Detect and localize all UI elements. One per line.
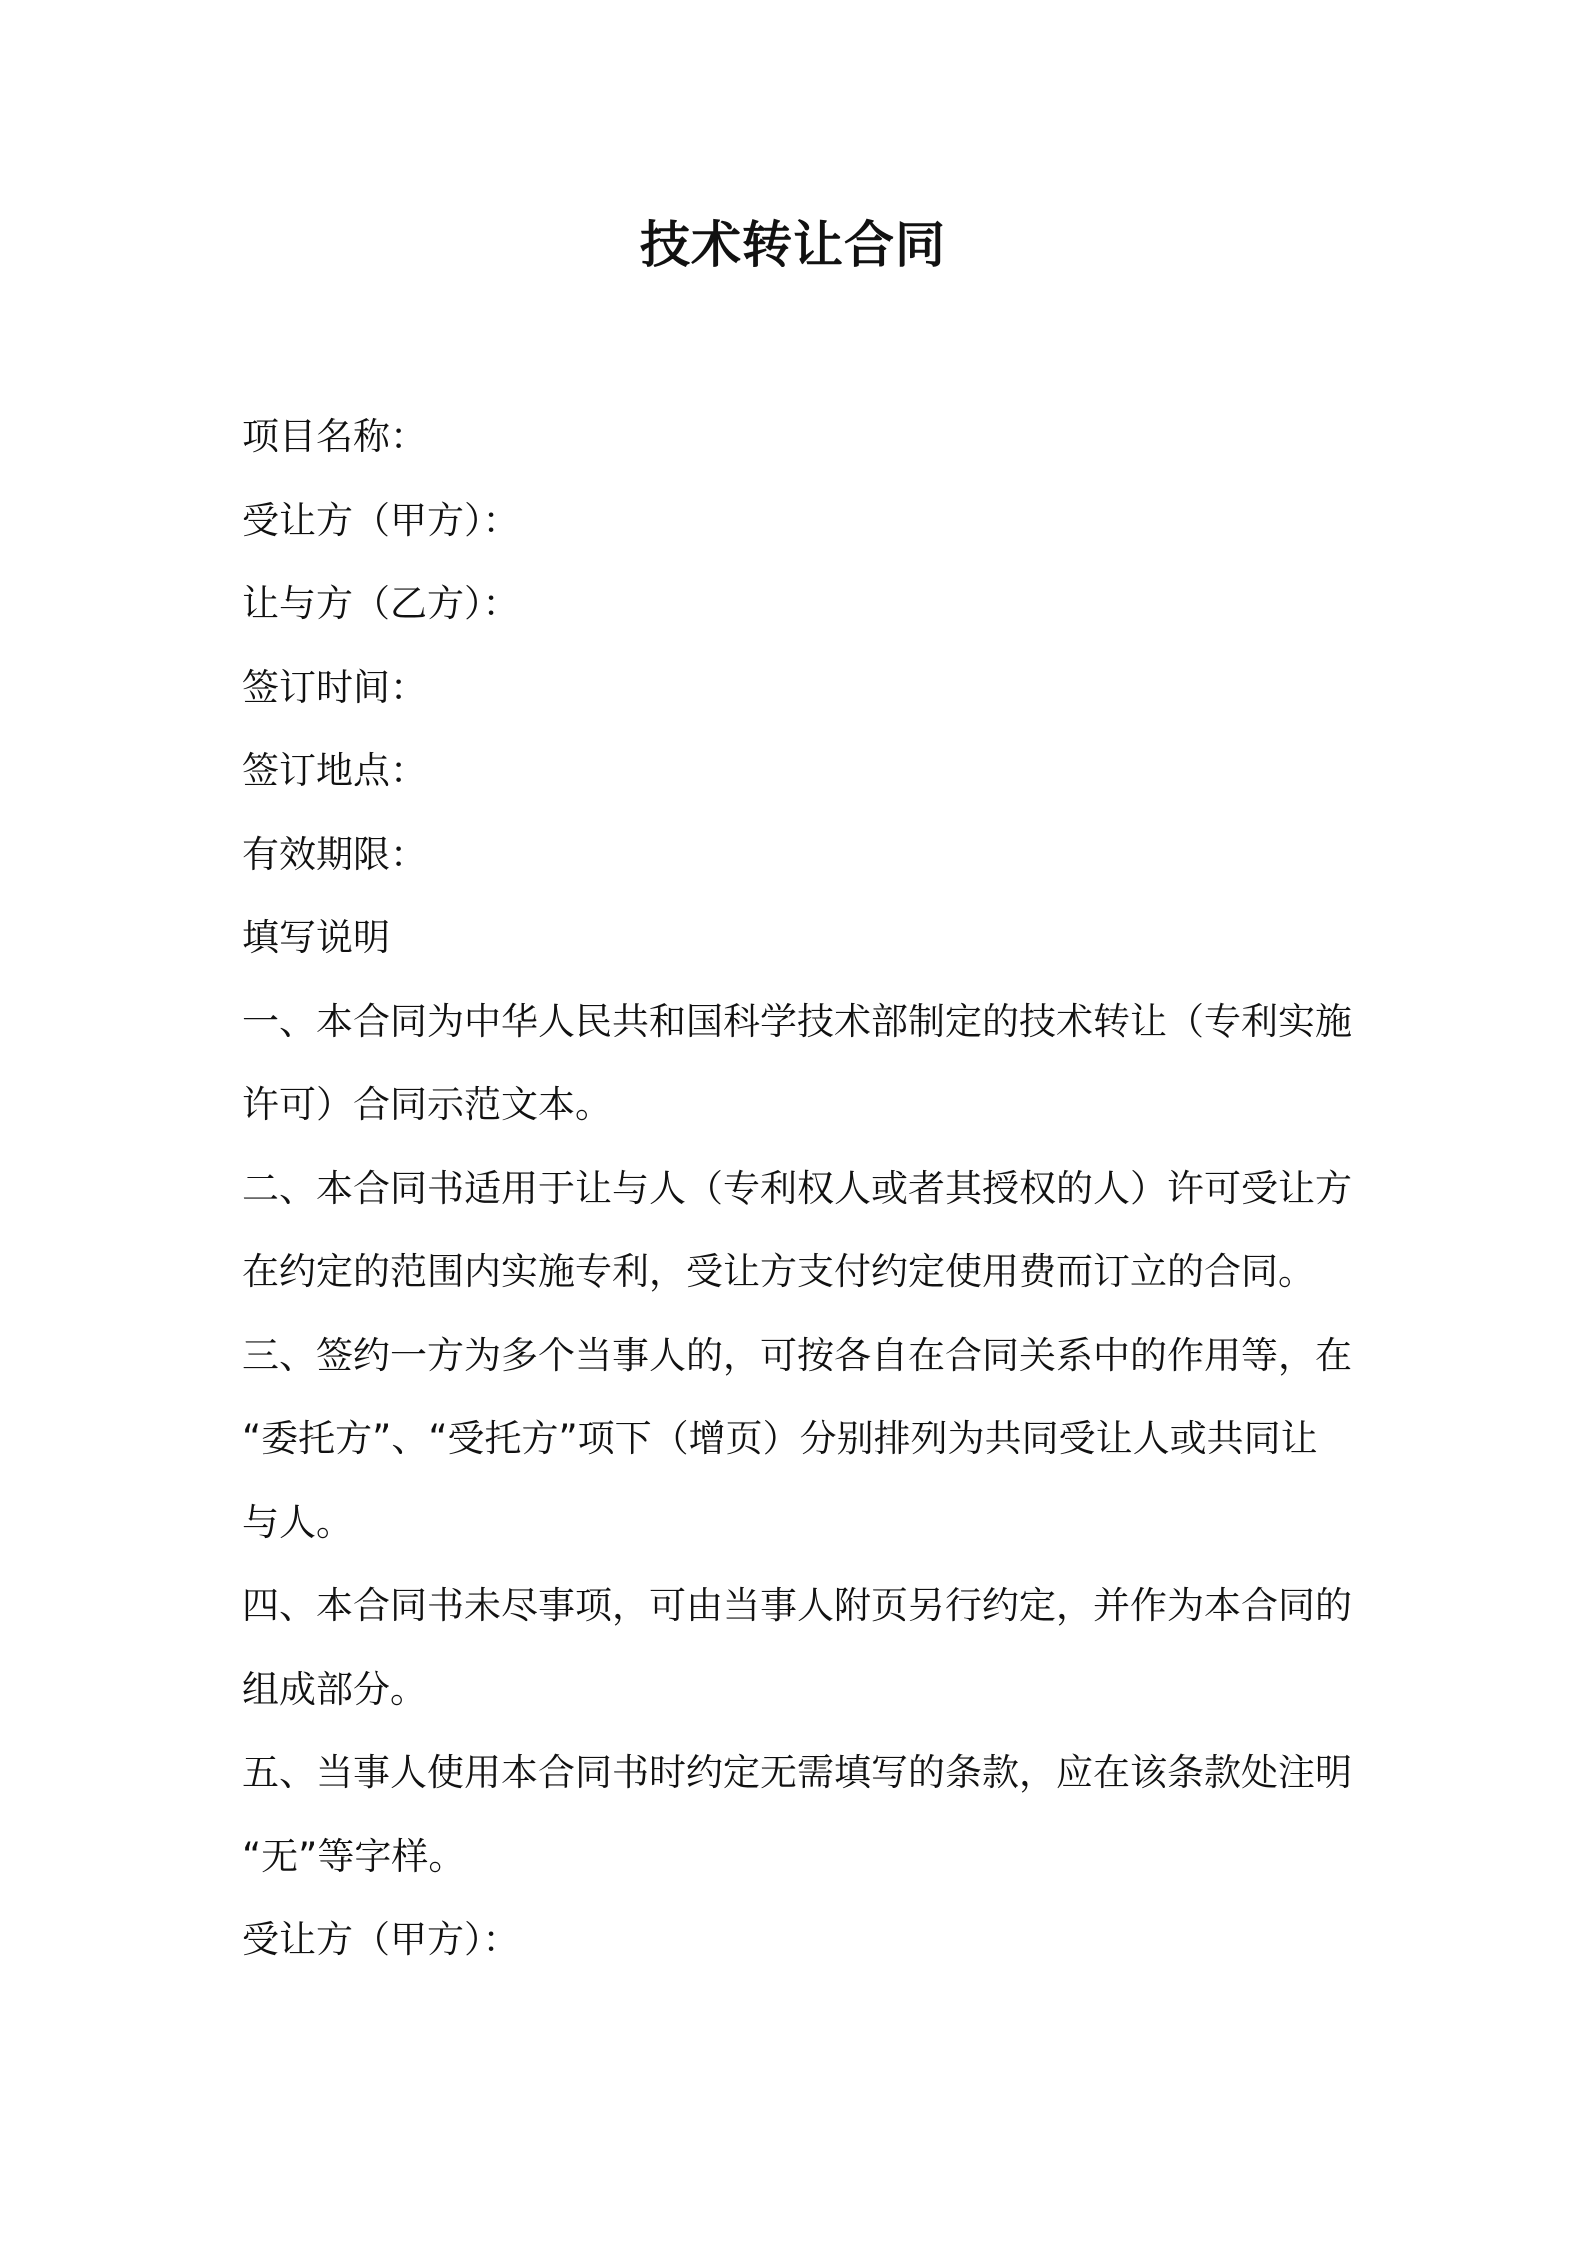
instruction-line: 四、本合同书未尽事项，可由当事人附页另行约定，并作为本合同的 xyxy=(242,1584,1352,1627)
instruction-line: 五、当事人使用本合同书时约定无需填写的条款，应在该条款处注明 xyxy=(242,1751,1352,1794)
instruction-line: 二、本合同书适用于让与人（专利权人或者其授权的人）许可受让方 xyxy=(242,1166,1352,1210)
instruction-line: 三、签约一方为多个当事人的，可按各自在合同关系中的作用等，在 xyxy=(242,1333,1352,1377)
field-validity: 有效期限： xyxy=(242,832,427,876)
instruction-item-3 xyxy=(242,1314,1362,1565)
instruction-line: 许可）合同示范文本。 xyxy=(242,1083,612,1126)
instructions-heading: 填写说明 xyxy=(242,916,390,959)
instruction-item-4 xyxy=(242,1564,1362,1731)
instruction-item-5 xyxy=(242,1731,1362,1898)
document-title: 技术转让合同 xyxy=(640,216,946,274)
instruction-item-2 xyxy=(242,1147,1362,1314)
footer-field-transferee: 受让方（甲方）： xyxy=(242,1918,520,1961)
instruction-line: “委托方”、“受托方”项下（增页）分别排列为共同受让人或共同让 xyxy=(242,1417,1318,1460)
field-project-name: 项目名称： xyxy=(242,415,427,458)
field-transferee: 受让方（甲方）： xyxy=(242,498,520,542)
instruction-item-1 xyxy=(242,980,1362,1147)
field-transferor: 让与方（乙方）： xyxy=(242,582,520,625)
instruction-line: 在约定的范围内实施专利，受让方支付约定使用费而订立的合同。 xyxy=(242,1250,1315,1293)
instruction-line: 组成部分。 xyxy=(242,1667,427,1711)
instruction-line: “无”等字样。 xyxy=(242,1834,466,1878)
instruction-line: 与人。 xyxy=(242,1500,353,1544)
instruction-line: 一、本合同为中华人民共和国科学技术部制定的技术转让（专利实施 xyxy=(242,999,1352,1043)
document-body xyxy=(242,395,1362,1982)
field-sign-date: 签订时间： xyxy=(242,665,427,709)
field-sign-place: 签订地点： xyxy=(242,749,427,792)
